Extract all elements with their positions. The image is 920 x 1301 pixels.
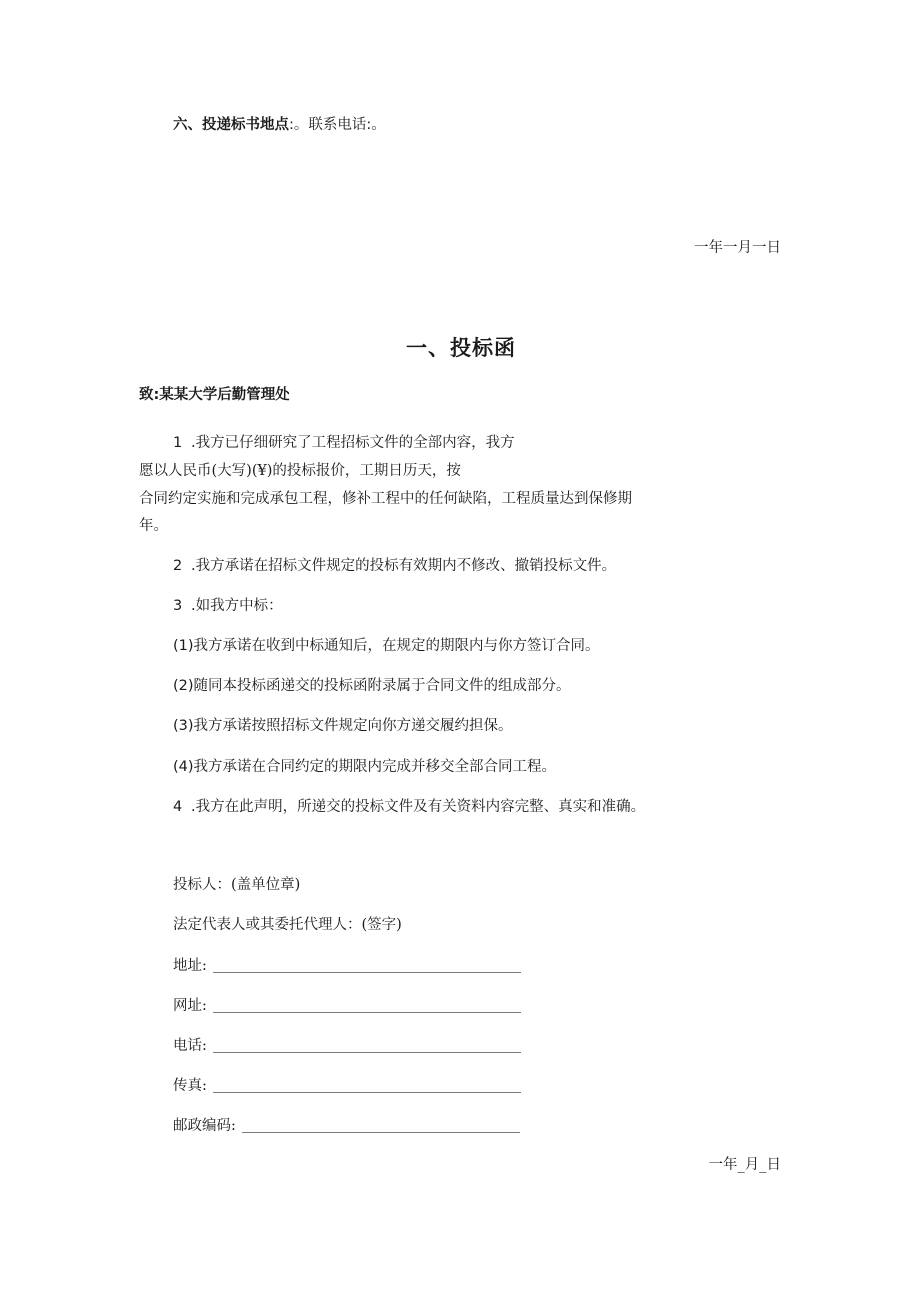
- representative-line: 法定代表人或其委托代理人：(签字): [173, 917, 402, 933]
- item-1-line-3: 合同约定实施和完成承包工程，修补工程中的任何缺陷，工程质量达到保修期: [139, 491, 632, 507]
- date-top: 一年一月一日: [694, 240, 781, 256]
- item-4-number: 4: [173, 799, 183, 815]
- postcode-label: 邮政编码:: [173, 1117, 236, 1134]
- postcode-field: [173, 1118, 520, 1133]
- address-blank-line[interactable]: [213, 958, 521, 973]
- item-1-line-1: [173, 436, 515, 451]
- item-1-line-2: 愿以人民币(大写)(¥)的投标报价，工期日历天，按: [139, 463, 461, 479]
- sub-item-2-number: (2): [173, 678, 194, 694]
- sub-item-3-text: 我方承诺按照招标文件规定向你方递交履约担保。: [193, 718, 513, 734]
- addressee: 致:某某大学后勤管理处: [139, 387, 290, 403]
- sub-item-4: [173, 760, 556, 775]
- website-field: [173, 998, 521, 1013]
- page-title: 一、投标函: [406, 336, 516, 360]
- section6-period: 。: [293, 117, 309, 133]
- item-2: [173, 559, 616, 574]
- item-1-line-4: 年。: [139, 518, 168, 534]
- item-2-number: 2: [173, 558, 183, 574]
- sub-item-2-text: 随同本投标函递交的投标函附录属于合同文件的组成部分。: [193, 678, 571, 694]
- phone-field: [173, 1038, 521, 1053]
- sub-item-3-number: (3): [173, 718, 194, 734]
- contact-phone-label: 联系电话: [308, 117, 367, 133]
- sub-item-3: [173, 719, 513, 734]
- fax-blank-line[interactable]: [213, 1078, 521, 1093]
- fax-field: [173, 1078, 521, 1093]
- contact-phone-period: 。: [371, 117, 386, 133]
- section6-colon: :: [289, 117, 294, 133]
- address-field: [173, 958, 521, 973]
- fax-label: 传真:: [173, 1077, 207, 1094]
- website-label: 网址:: [173, 997, 207, 1014]
- date-bottom: 一年_月_日: [708, 1157, 781, 1173]
- item-3-text: .如我方中标：: [191, 598, 283, 614]
- bidder-line: 投标人：(盖单位章): [173, 877, 301, 893]
- item-3-number: 3: [173, 598, 183, 614]
- contact-phone-colon: :: [366, 117, 372, 133]
- address-label: 地址:: [173, 957, 207, 974]
- phone-label: 电话:: [173, 1037, 207, 1054]
- item-4: [173, 800, 645, 815]
- section6-label: 六、投递标书地点: [173, 117, 289, 133]
- section6-line: [173, 118, 386, 133]
- sub-item-4-text: 我方承诺在合同约定的期限内完成并移交全部合同工程。: [193, 759, 557, 775]
- sub-item-1-text: 我方承诺在收到中标通知后，在规定的期限内与你方签订合同。: [193, 638, 600, 654]
- website-blank-line[interactable]: [213, 998, 521, 1013]
- item-4-text: .我方在此声明，所递交的投标文件及有关资料内容完整、真实和准确。: [191, 799, 646, 815]
- item-1-text: .我方已仔细研究了工程招标文件的全部内容，我方: [191, 435, 515, 451]
- sub-item-1: [173, 639, 600, 654]
- sub-item-4-number: (4): [173, 759, 194, 775]
- sub-item-1-number: (1): [173, 638, 194, 654]
- item-1-number: 1: [173, 435, 183, 451]
- item-3: [173, 599, 283, 614]
- sub-item-2: [173, 679, 571, 694]
- item-2-text: .我方承诺在招标文件规定的投标有效期内不修改、撤销投标文件。: [191, 558, 617, 574]
- postcode-blank-line[interactable]: [242, 1118, 520, 1133]
- phone-blank-line[interactable]: [213, 1038, 521, 1053]
